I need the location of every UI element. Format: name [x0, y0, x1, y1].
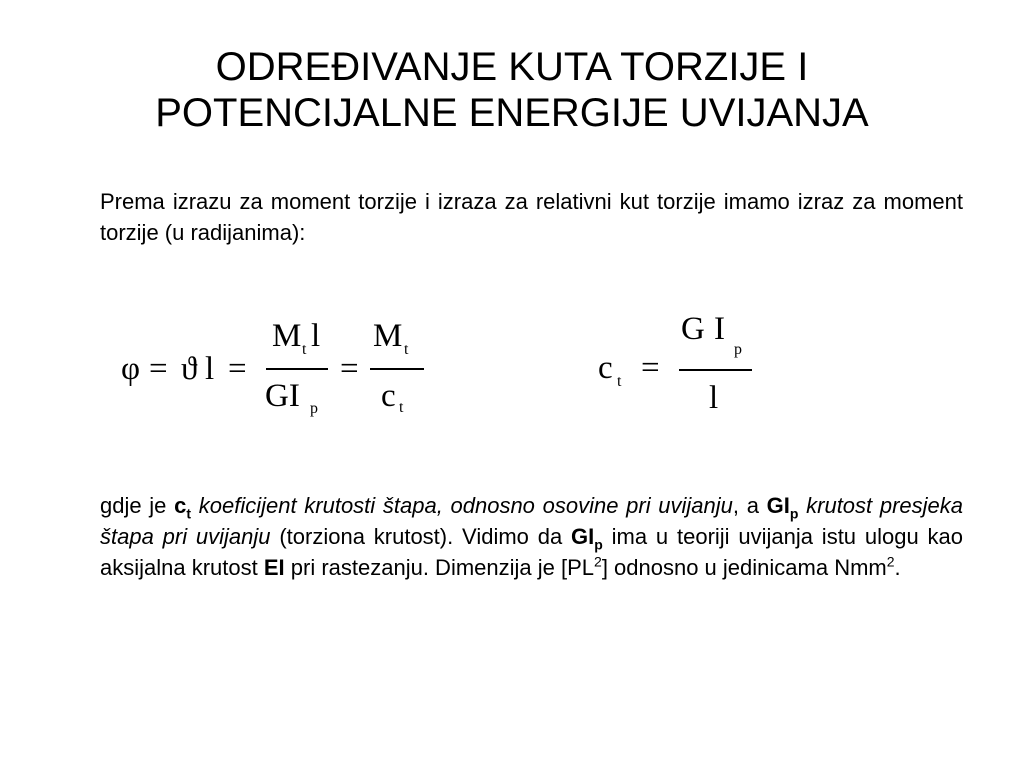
explanation-paragraph	[100, 490, 963, 583]
subscript-t: t	[617, 373, 622, 390]
gip-gi: GI	[766, 493, 790, 518]
moment-symbol: M	[373, 318, 403, 354]
superscript: 2	[886, 553, 895, 570]
ct-c: c	[174, 493, 187, 518]
subscript-t: t	[404, 341, 409, 358]
title-line-1: ODREĐIVANJE KUTA TORZIJE I	[215, 45, 809, 89]
title-line-2: POTENCIJALNE ENERGIJE UVIJANJA	[155, 91, 869, 135]
text-span: ] odnosno u jedinicama Nmm	[601, 555, 887, 580]
equals-sign: =	[641, 350, 660, 386]
fraction-bar	[266, 368, 328, 370]
inertia-symbol: I	[714, 311, 725, 347]
subscript-p: p	[310, 400, 318, 417]
text-span: ima u teoriji uvijanja istu ulogu kao aksijalna krutost	[100, 524, 963, 580]
text-span: .	[894, 555, 901, 580]
text-span: (torziona krutost). Vidimo da	[270, 524, 572, 549]
stiffness-symbol: c	[598, 350, 613, 386]
gip-subscript: p	[594, 536, 603, 553]
ei-term: EI	[263, 555, 285, 580]
gip-gi: GI	[571, 524, 595, 549]
fraction-bar	[370, 368, 424, 370]
text-span: , a	[732, 493, 767, 518]
italic-definition: krutost presjeka štapa pri uvijanju	[100, 493, 964, 549]
text-span: gdje je	[100, 493, 175, 518]
shear-modulus-symbol: G	[681, 311, 705, 347]
fraction-bar	[679, 369, 752, 371]
slide-title	[0, 44, 1024, 136]
phi-symbol: φ	[121, 351, 141, 387]
ct-subscript: t	[186, 505, 192, 522]
length-symbol: l	[205, 351, 215, 387]
text-span: pri rastezanju. Dimenzija je [PL	[284, 555, 595, 580]
subscript-t: t	[302, 341, 307, 358]
superscript: 2	[594, 553, 602, 570]
gip-term	[571, 524, 603, 553]
equals-sign: =	[340, 351, 359, 387]
subscript-t: t	[399, 399, 404, 416]
italic-definition: koeficijent krutosti štapa, odnosno osovine pri uvijanju	[191, 493, 733, 518]
length-symbol: l	[709, 380, 719, 416]
subscript-p: p	[734, 341, 742, 358]
theta-symbol: ϑ	[181, 351, 198, 387]
length-symbol: l	[311, 318, 321, 354]
intro-paragraph: Prema izrazu za moment torzije i izraza za relativni kut torzije imamo izraz za moment torzije (u radijanima):	[100, 189, 963, 245]
ct-term	[174, 493, 192, 522]
gip-subscript: p	[789, 505, 799, 522]
gi-symbol: GI	[265, 378, 300, 414]
moment-symbol: M	[272, 318, 302, 354]
stiffness-symbol: c	[381, 378, 396, 414]
equals-sign: =	[149, 351, 168, 387]
equals-sign: =	[228, 351, 247, 387]
gip-term	[766, 493, 799, 522]
